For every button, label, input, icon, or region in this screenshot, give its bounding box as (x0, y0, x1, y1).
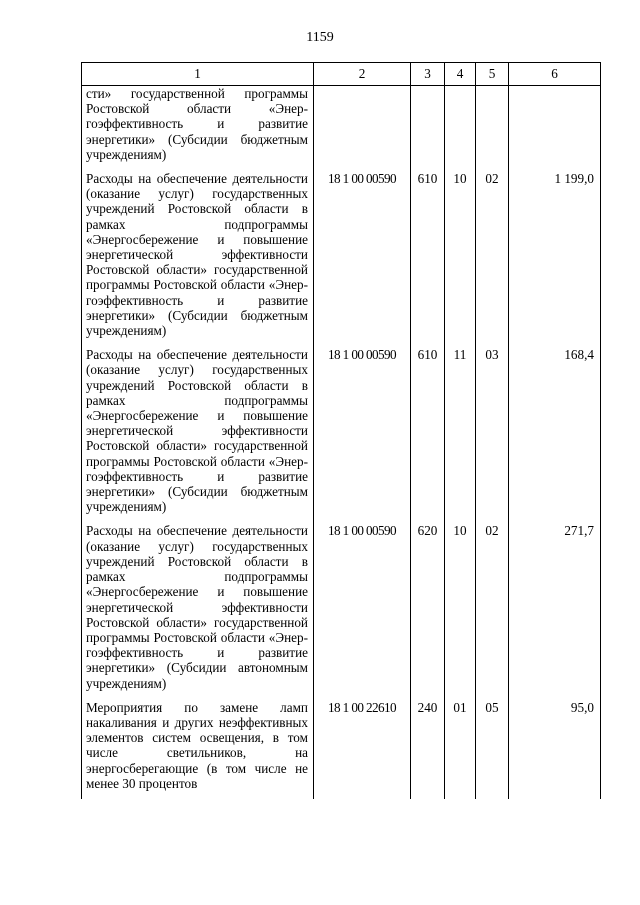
row-amount: 271,7 (509, 522, 601, 698)
row-description: сти» государственной программы Ростовской области «Энергоэффективность и развитие энергетики» (Субсидии бюджетным учреждениям) (82, 86, 314, 171)
row-amount: 95,0 (509, 699, 601, 799)
row-target-code: 18 1 00 00590 (314, 346, 411, 522)
row-expense-type: 240 (411, 699, 445, 799)
row-amount: 1 199,0 (509, 170, 601, 346)
table-row (82, 170, 601, 346)
budget-table (81, 62, 601, 799)
row-target-code (314, 86, 411, 171)
row-expense-type: 610 (411, 346, 445, 522)
column-header-4: 4 (445, 63, 476, 86)
row-section: 10 (445, 522, 476, 698)
row-amount (509, 86, 601, 171)
table-row (82, 699, 601, 799)
row-description: Расходы на обеспечение деятельности (оказание услуг) государственных учреждений Ростовской области в рамках подпрограммы «Энергосбережение и повышение энергетической эффективности Ростовской области» государственной программы Ростовской области «Энергоэффективность и развитие энергетики» (Субсидии бюджетным учреждениям) (82, 170, 314, 346)
row-description: Расходы на обеспечение деятельности (оказание услуг) государственных учреждений Ростовской области в рамках подпрограммы «Энергосбережение и повышение энергетической эффективности Ростовской области» государственной программы Ростовской области «Энергоэффективность и развитие энергетики» (Субсидии автономным учреждениям) (82, 522, 314, 698)
row-expense-type: 620 (411, 522, 445, 698)
row-description: Мероприятия по замене ламп накаливания и других неэффективных элементов систем освещения, в том числе светильников, на энергосберегающие (в том числе не менее 30 процентов (82, 699, 314, 799)
table-row (82, 86, 601, 171)
row-target-code: 18 1 00 00590 (314, 522, 411, 698)
row-subsection: 02 (476, 522, 509, 698)
row-expense-type: 610 (411, 170, 445, 346)
row-amount: 168,4 (509, 346, 601, 522)
table-header-row (82, 63, 601, 86)
table-row (82, 522, 601, 698)
row-expense-type (411, 86, 445, 171)
row-target-code: 18 1 00 22610 (314, 699, 411, 799)
row-subsection: 02 (476, 170, 509, 346)
row-description: Расходы на обеспечение деятельности (оказание услуг) государственных учреждений Ростовской области в рамках подпрограммы «Энергосбережение и повышение энергетической эффективности Ростовской области» государственной программы Ростовской области «Энергоэффективность и развитие энергетики» (Субсидии бюджетным учреждениям) (82, 346, 314, 522)
page-number: 1159 (306, 30, 334, 45)
column-header-1: 1 (82, 63, 314, 86)
row-section (445, 86, 476, 171)
row-section: 11 (445, 346, 476, 522)
column-header-5: 5 (476, 63, 509, 86)
row-section: 01 (445, 699, 476, 799)
row-subsection (476, 86, 509, 171)
column-header-3: 3 (411, 63, 445, 86)
row-subsection: 03 (476, 346, 509, 522)
row-subsection: 05 (476, 699, 509, 799)
row-section: 10 (445, 170, 476, 346)
column-header-2: 2 (314, 63, 411, 86)
column-header-6: 6 (509, 63, 601, 86)
table-row (82, 346, 601, 522)
row-target-code: 18 1 00 00590 (314, 170, 411, 346)
